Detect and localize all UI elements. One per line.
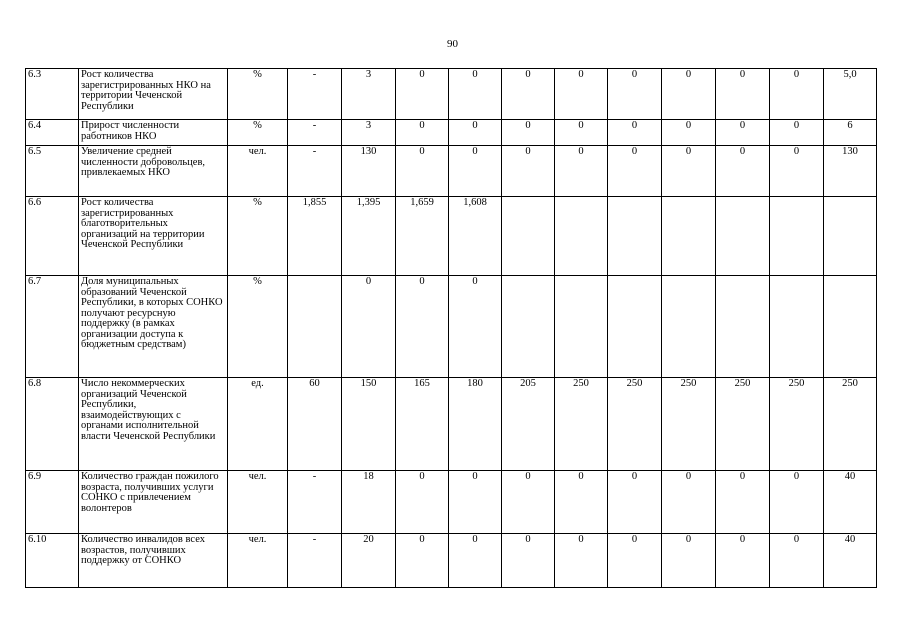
indicator-name: Прирост численности работников НКО xyxy=(79,120,228,146)
indicator-name: Количество граждан пожилого возраста, получивших услуги СОНКО с привлечением волонтеров xyxy=(79,471,228,534)
value-cell: 0 xyxy=(555,120,608,146)
indicator-name: Количество инвалидов всех возрастов, получивших поддержку от СОНКО xyxy=(79,534,228,588)
value-cell: 0 xyxy=(396,69,449,120)
value-cell: 0 xyxy=(608,120,662,146)
value-cell xyxy=(662,276,716,378)
value-cell: 6 xyxy=(824,120,877,146)
value-cell: 0 xyxy=(449,69,502,120)
value-cell: 0 xyxy=(770,120,824,146)
value-cell: 0 xyxy=(449,534,502,588)
unit-cell: % xyxy=(228,276,288,378)
table-row xyxy=(26,471,877,534)
unit-cell: % xyxy=(228,197,288,276)
value-cell: 0 xyxy=(555,471,608,534)
value-cell: 250 xyxy=(824,378,877,471)
value-cell: 3 xyxy=(342,120,396,146)
value-cell: 0 xyxy=(555,69,608,120)
value-cell: - xyxy=(288,120,342,146)
value-cell: 0 xyxy=(502,534,555,588)
row-number: 6.9 xyxy=(26,471,79,534)
row-number: 6.6 xyxy=(26,197,79,276)
value-cell: 0 xyxy=(502,471,555,534)
value-cell: 0 xyxy=(608,534,662,588)
value-cell: 0 xyxy=(396,146,449,197)
row-number: 6.10 xyxy=(26,534,79,588)
value-cell: 0 xyxy=(502,69,555,120)
table-row xyxy=(26,378,877,471)
unit-cell: % xyxy=(228,120,288,146)
value-cell: 0 xyxy=(449,120,502,146)
table-row xyxy=(26,69,877,120)
value-cell: 205 xyxy=(502,378,555,471)
value-cell: - xyxy=(288,146,342,197)
value-cell: 1,608 xyxy=(449,197,502,276)
value-cell: 40 xyxy=(824,471,877,534)
value-cell: 250 xyxy=(662,378,716,471)
value-cell: 0 xyxy=(555,146,608,197)
value-cell: 250 xyxy=(770,378,824,471)
value-cell: 180 xyxy=(449,378,502,471)
row-number: 6.8 xyxy=(26,378,79,471)
table-row xyxy=(26,146,877,197)
unit-cell: % xyxy=(228,69,288,120)
value-cell xyxy=(824,197,877,276)
value-cell: 0 xyxy=(770,534,824,588)
value-cell: - xyxy=(288,69,342,120)
indicator-name: Доля муниципальных образований Чеченской Республики, в которых СОНКО получают ресурсную поддержку (в рамках организации доступа к бюджетным средствам) xyxy=(79,276,228,378)
value-cell: 0 xyxy=(662,146,716,197)
value-cell: 18 xyxy=(342,471,396,534)
value-cell: 0 xyxy=(770,69,824,120)
value-cell: 0 xyxy=(662,120,716,146)
value-cell: 0 xyxy=(396,276,449,378)
value-cell: 0 xyxy=(716,120,770,146)
value-cell xyxy=(662,197,716,276)
value-cell xyxy=(502,197,555,276)
value-cell: 250 xyxy=(555,378,608,471)
value-cell: 3 xyxy=(342,69,396,120)
value-cell: 0 xyxy=(502,120,555,146)
table-row xyxy=(26,276,877,378)
indicator-name: Увеличение средней численности добровольцев, привлекаемых НКО xyxy=(79,146,228,197)
value-cell xyxy=(770,197,824,276)
value-cell: 130 xyxy=(342,146,396,197)
value-cell: 0 xyxy=(342,276,396,378)
value-cell: 0 xyxy=(716,146,770,197)
value-cell: 0 xyxy=(770,146,824,197)
table-row xyxy=(26,120,877,146)
value-cell: 250 xyxy=(716,378,770,471)
indicators-table xyxy=(25,68,877,588)
value-cell xyxy=(555,276,608,378)
indicator-name: Рост количества зарегистрированных благотворительных организаций на территории Чеченской Республики xyxy=(79,197,228,276)
value-cell: 0 xyxy=(716,471,770,534)
value-cell: 0 xyxy=(608,69,662,120)
value-cell: 60 xyxy=(288,378,342,471)
value-cell xyxy=(770,276,824,378)
value-cell: 165 xyxy=(396,378,449,471)
indicator-name: Число некоммерческих организаций Чеченской Республики, взаимодействующих с органами исполнительной власти Чеченской Республики xyxy=(79,378,228,471)
page-number: 90 xyxy=(447,38,458,50)
table-body xyxy=(26,69,877,588)
value-cell xyxy=(824,276,877,378)
value-cell: 0 xyxy=(716,534,770,588)
row-number: 6.7 xyxy=(26,276,79,378)
value-cell: 0 xyxy=(449,146,502,197)
value-cell: 0 xyxy=(396,534,449,588)
value-cell: 150 xyxy=(342,378,396,471)
value-cell: 0 xyxy=(770,471,824,534)
value-cell xyxy=(555,197,608,276)
value-cell: 20 xyxy=(342,534,396,588)
value-cell xyxy=(716,197,770,276)
value-cell: 0 xyxy=(662,69,716,120)
value-cell xyxy=(608,276,662,378)
value-cell xyxy=(502,276,555,378)
value-cell: 0 xyxy=(662,534,716,588)
table-row xyxy=(26,197,877,276)
unit-cell: чел. xyxy=(228,146,288,197)
value-cell: 40 xyxy=(824,534,877,588)
value-cell: 1,855 xyxy=(288,197,342,276)
value-cell xyxy=(288,276,342,378)
indicator-name: Рост количества зарегистрированных НКО на территории Чеченской Республики xyxy=(79,69,228,120)
value-cell: 5,0 xyxy=(824,69,877,120)
value-cell: 1,395 xyxy=(342,197,396,276)
value-cell xyxy=(716,276,770,378)
value-cell: 0 xyxy=(608,471,662,534)
row-number: 6.3 xyxy=(26,69,79,120)
value-cell: 250 xyxy=(608,378,662,471)
unit-cell: ед. xyxy=(228,378,288,471)
value-cell: - xyxy=(288,471,342,534)
value-cell: 0 xyxy=(396,120,449,146)
row-number: 6.4 xyxy=(26,120,79,146)
value-cell: 0 xyxy=(449,276,502,378)
value-cell: - xyxy=(288,534,342,588)
unit-cell: чел. xyxy=(228,534,288,588)
value-cell: 0 xyxy=(502,146,555,197)
value-cell: 130 xyxy=(824,146,877,197)
value-cell: 0 xyxy=(662,471,716,534)
value-cell: 0 xyxy=(716,69,770,120)
unit-cell: чел. xyxy=(228,471,288,534)
value-cell: 1,659 xyxy=(396,197,449,276)
value-cell: 0 xyxy=(396,471,449,534)
value-cell: 0 xyxy=(608,146,662,197)
value-cell xyxy=(608,197,662,276)
table-row xyxy=(26,534,877,588)
value-cell: 0 xyxy=(555,534,608,588)
row-number: 6.5 xyxy=(26,146,79,197)
value-cell: 0 xyxy=(449,471,502,534)
